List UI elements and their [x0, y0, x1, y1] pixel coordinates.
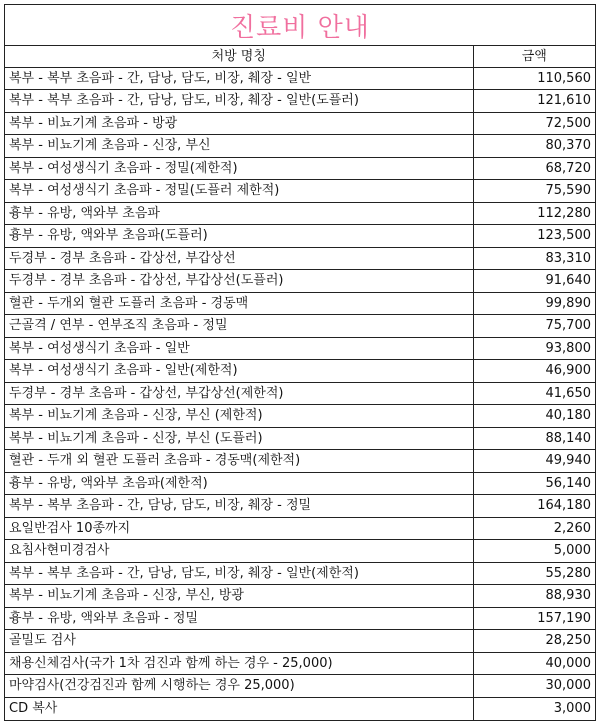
table-row — [5, 585, 595, 608]
fee-table — [5, 46, 595, 720]
prescription-name-cell: 복부 - 비뇨기계 초음파 - 신장, 부신 (제한적) — [5, 405, 473, 428]
table-row — [5, 652, 595, 675]
table-row — [5, 495, 595, 518]
table-row — [5, 607, 595, 630]
table-row — [5, 517, 595, 540]
prescription-name-cell: 두경부 - 경부 초음파 - 갑상선, 부갑상선(제한적) — [5, 382, 473, 405]
table-row — [5, 562, 595, 585]
table-row — [5, 292, 595, 315]
table-row — [5, 697, 595, 720]
prescription-name-cell: 복부 - 복부 초음파 - 간, 담낭, 담도, 비장, 췌장 - 정밀 — [5, 495, 473, 518]
price-cell: 56,140 — [473, 472, 595, 495]
prescription-name-cell: 복부 - 비뇨기계 초음파 - 신장, 부신 — [5, 135, 473, 158]
prescription-name-cell: 복부 - 여성생식기 초음파 - 일반 — [5, 337, 473, 360]
column-header-price: 금액 — [473, 46, 595, 67]
prescription-name-cell: 두경부 - 경부 초음파 - 갑상선, 부갑상선(도플러) — [5, 270, 473, 293]
prescription-name-cell: 요일반검사 10종까지 — [5, 517, 473, 540]
price-cell: 157,190 — [473, 607, 595, 630]
price-cell: 110,560 — [473, 67, 595, 90]
fee-table-header — [5, 46, 595, 67]
table-row — [5, 112, 595, 135]
price-cell: 91,640 — [473, 270, 595, 293]
price-cell: 5,000 — [473, 540, 595, 563]
sheet-title: 진료비 안내 — [5, 5, 595, 46]
prescription-name-cell: 요침사현미경검사 — [5, 540, 473, 563]
table-row — [5, 337, 595, 360]
prescription-name-cell: 혈관 - 두개외 혈관 도플러 초음파 - 경동맥 — [5, 292, 473, 315]
prescription-name-cell: 복부 - 비뇨기계 초음파 - 방광 — [5, 112, 473, 135]
fee-table-body — [5, 67, 595, 720]
table-row — [5, 180, 595, 203]
table-row — [5, 202, 595, 225]
table-row — [5, 540, 595, 563]
price-cell: 72,500 — [473, 112, 595, 135]
table-row — [5, 450, 595, 473]
price-cell: 75,590 — [473, 180, 595, 203]
price-cell: 68,720 — [473, 157, 595, 180]
prescription-name-cell: 복부 - 여성생식기 초음파 - 정밀(제한적) — [5, 157, 473, 180]
prescription-name-cell: 두경부 - 경부 초음파 - 갑상선, 부갑상선 — [5, 247, 473, 270]
price-cell: 46,900 — [473, 360, 595, 383]
price-cell: 2,260 — [473, 517, 595, 540]
price-cell: 88,140 — [473, 427, 595, 450]
prescription-name-cell: CD 복사 — [5, 697, 473, 720]
header-row — [5, 46, 595, 67]
prescription-name-cell: 흉부 - 유방, 액와부 초음파(제한적) — [5, 472, 473, 495]
table-row — [5, 405, 595, 428]
table-row — [5, 427, 595, 450]
prescription-name-cell: 채용신체검사(국가 1차 검진과 함께 하는 경우 - 25,000) — [5, 652, 473, 675]
price-cell: 49,940 — [473, 450, 595, 473]
price-cell: 164,180 — [473, 495, 595, 518]
table-row — [5, 225, 595, 248]
prescription-name-cell: 근골격 / 연부 - 연부조직 초음파 - 정밀 — [5, 315, 473, 338]
price-cell: 75,700 — [473, 315, 595, 338]
price-cell: 93,800 — [473, 337, 595, 360]
price-cell: 80,370 — [473, 135, 595, 158]
table-row — [5, 157, 595, 180]
price-cell: 99,890 — [473, 292, 595, 315]
price-cell: 121,610 — [473, 90, 595, 113]
fee-sheet — [4, 4, 596, 721]
price-cell: 83,310 — [473, 247, 595, 270]
price-cell: 88,930 — [473, 585, 595, 608]
price-cell: 40,180 — [473, 405, 595, 428]
price-cell: 28,250 — [473, 630, 595, 653]
table-row — [5, 360, 595, 383]
table-row — [5, 135, 595, 158]
table-row — [5, 90, 595, 113]
price-cell: 123,500 — [473, 225, 595, 248]
table-row — [5, 67, 595, 90]
price-cell: 40,000 — [473, 652, 595, 675]
prescription-name-cell: 복부 - 복부 초음파 - 간, 담낭, 담도, 비장, 췌장 - 일반 — [5, 67, 473, 90]
column-header-name: 처방 명칭 — [5, 46, 473, 67]
prescription-name-cell: 흉부 - 유방, 액와부 초음파(도플러) — [5, 225, 473, 248]
prescription-name-cell: 복부 - 여성생식기 초음파 - 정밀(도플러 제한적) — [5, 180, 473, 203]
prescription-name-cell: 복부 - 비뇨기계 초음파 - 신장, 부신, 방광 — [5, 585, 473, 608]
table-row — [5, 270, 595, 293]
prescription-name-cell: 복부 - 여성생식기 초음파 - 일반(제한적) — [5, 360, 473, 383]
table-row — [5, 315, 595, 338]
table-row — [5, 247, 595, 270]
prescription-name-cell: 복부 - 복부 초음파 - 간, 담낭, 담도, 비장, 췌장 - 일반(도플러) — [5, 90, 473, 113]
prescription-name-cell: 복부 - 복부 초음파 - 간, 담낭, 담도, 비장, 췌장 - 일반(제한적) — [5, 562, 473, 585]
price-cell: 30,000 — [473, 675, 595, 698]
prescription-name-cell: 흉부 - 유방, 액와부 초음파 — [5, 202, 473, 225]
table-row — [5, 382, 595, 405]
price-cell: 41,650 — [473, 382, 595, 405]
table-row — [5, 630, 595, 653]
prescription-name-cell: 흉부 - 유방, 액와부 초음파 - 정밀 — [5, 607, 473, 630]
price-cell: 3,000 — [473, 697, 595, 720]
price-cell: 55,280 — [473, 562, 595, 585]
price-cell: 112,280 — [473, 202, 595, 225]
prescription-name-cell: 복부 - 비뇨기계 초음파 - 신장, 부신 (도플러) — [5, 427, 473, 450]
prescription-name-cell: 혈관 - 두개 외 혈관 도플러 초음파 - 경동맥(제한적) — [5, 450, 473, 473]
prescription-name-cell: 골밀도 검사 — [5, 630, 473, 653]
table-row — [5, 472, 595, 495]
prescription-name-cell: 마약검사(건강검진과 함께 시행하는 경우 25,000) — [5, 675, 473, 698]
